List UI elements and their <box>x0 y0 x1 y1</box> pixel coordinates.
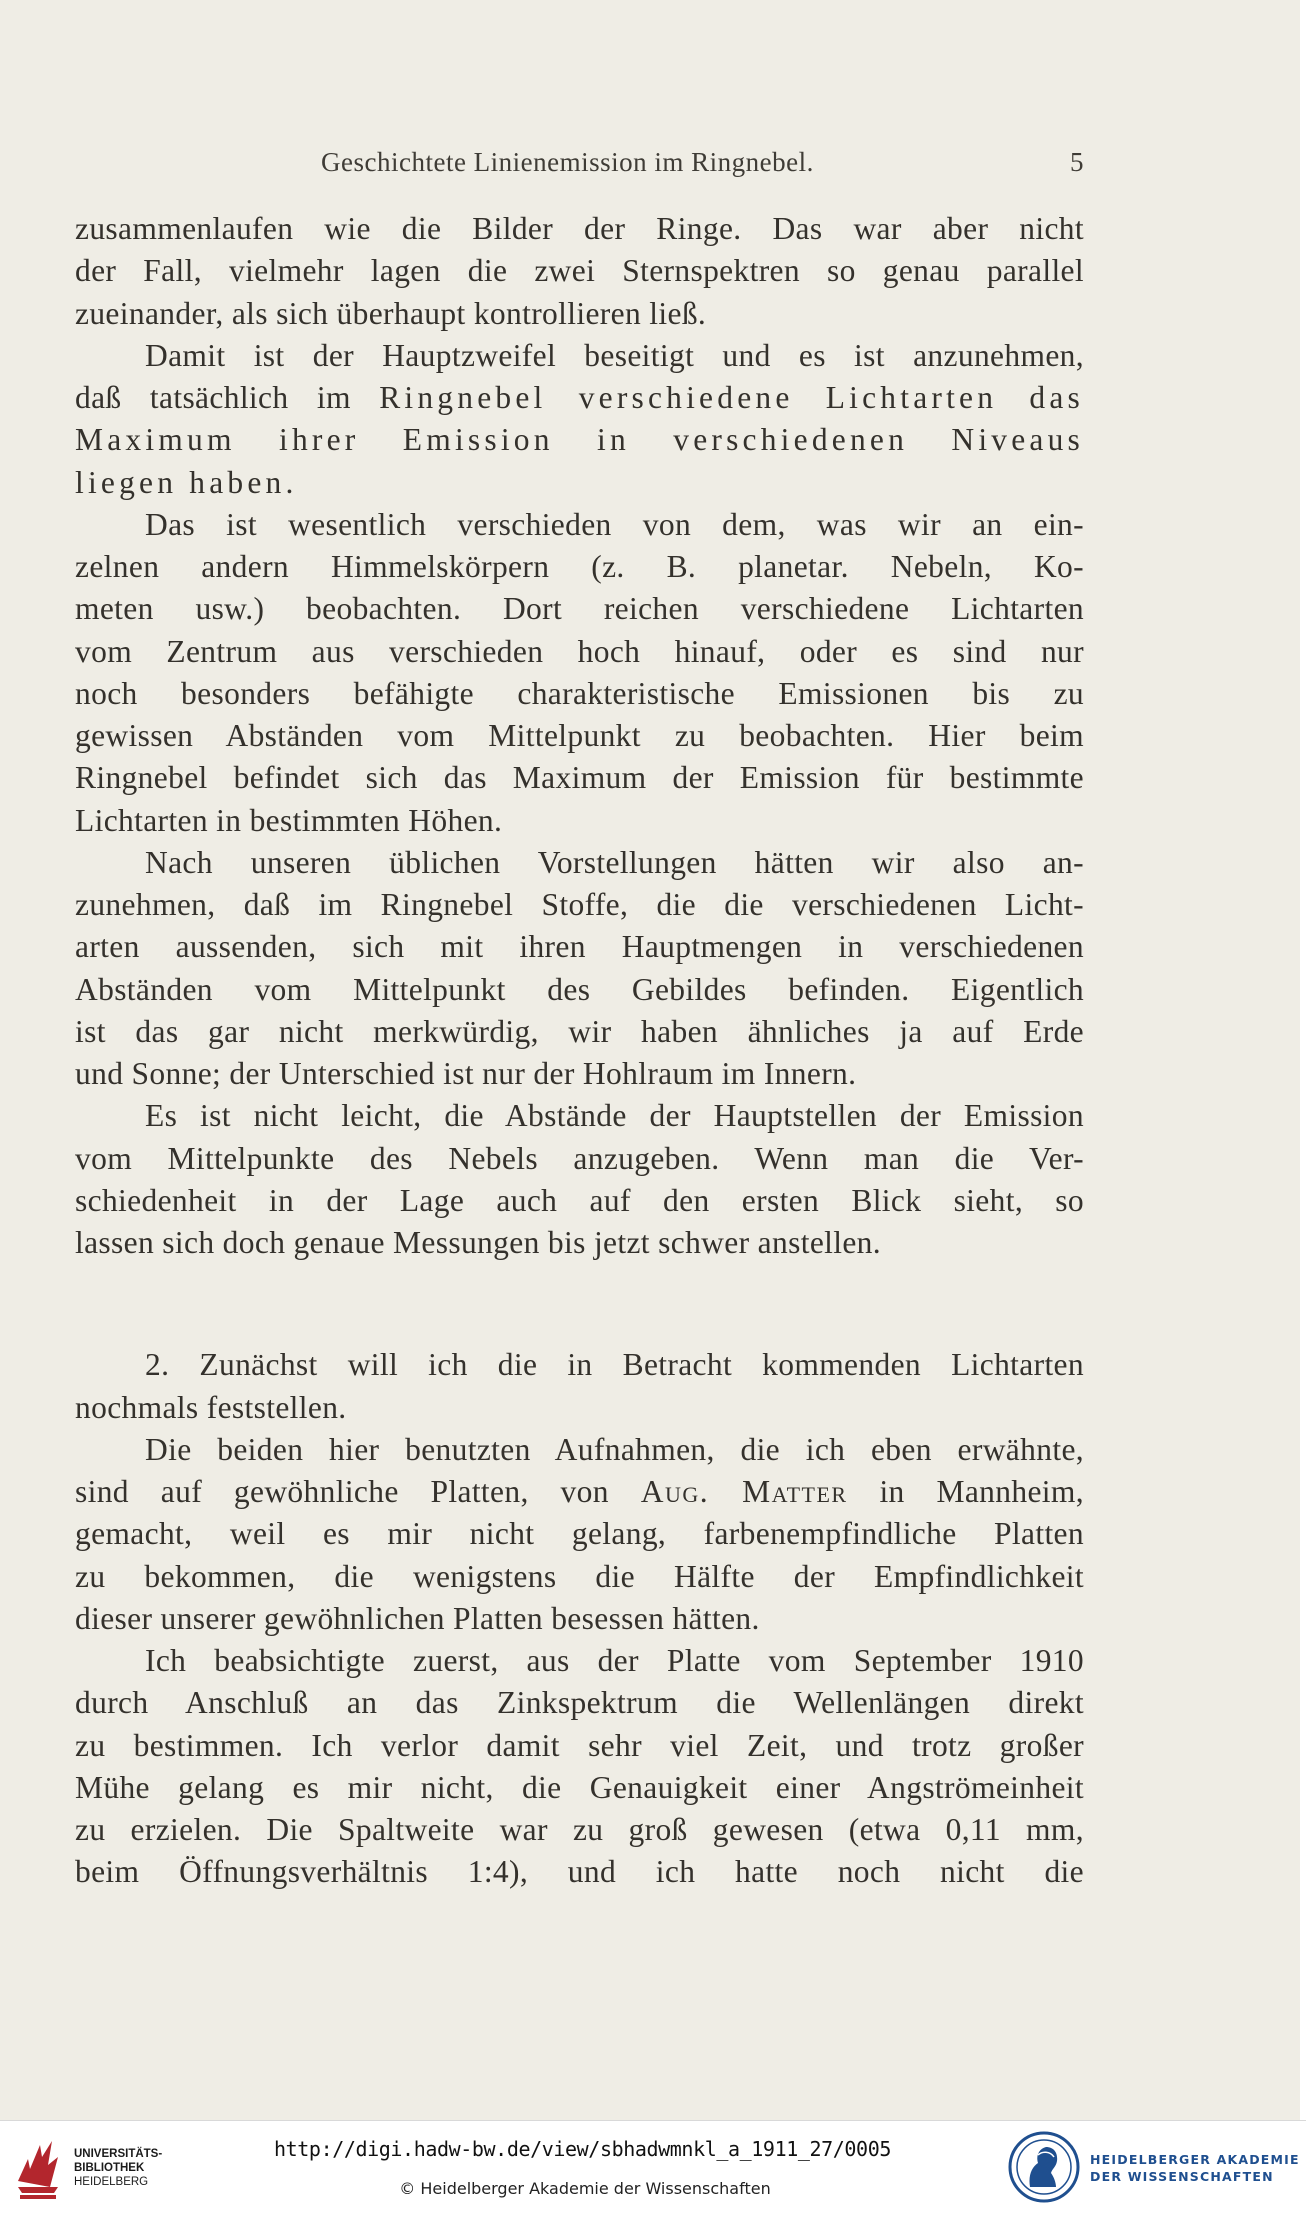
text-line: und Sonne; der Unterschied ist nur der Hohlraum im Innern. <box>75 1056 857 1091</box>
viewer-footer <box>0 2120 1306 2216</box>
text-line: arten aussenden, sich mit ihren Hauptmengen in verschiedenen <box>75 929 1084 965</box>
emphasized-line: liegen haben. <box>75 464 298 500</box>
scan-edge <box>1300 0 1306 2120</box>
running-head <box>0 147 1300 187</box>
running-title: Geschichtete Linienemission im Ringnebel. <box>321 147 814 177</box>
text-line: vom Zentrum aus verschieden hoch hinauf, oder es sind nur <box>75 633 1084 669</box>
text-line: zelnen andern Himmelskörpern (z. B. planetar. Nebeln, Ko- <box>75 549 1084 584</box>
library-name-line: HEIDELBERG <box>74 2176 149 2188</box>
text-line: beim Öffnungsverhältnis 1:4), und ich hatte noch nicht die <box>75 1854 1084 1890</box>
academy-name-line: HEIDELBERGER AKADEMIE <box>1090 2152 1300 2167</box>
academy-seal-icon <box>1008 2131 1080 2203</box>
text-segment: daß tatsächlich im <box>75 380 351 415</box>
text-line: gewissen Abständen vom Mittelpunkt zu beobachten. Hier beim <box>75 718 1084 753</box>
page-number: 5 <box>1070 147 1084 177</box>
text-line: dieser unserer gewöhnlichen Platten besessen hätten. <box>75 1600 760 1636</box>
text-line: lassen sich doch genaue Messungen bis jetzt schwer anstellen. <box>75 1225 882 1260</box>
text-line: zu bekommen, die wenigstens die Hälfte der Empfindlichkeit <box>75 1558 1084 1594</box>
text-line: Abständen vom Mittelpunkt des Gebildes befinden. Eigentlich <box>75 971 1084 1007</box>
emphasized-line: Maximum ihrer Emission in verschiedenen Niveaus <box>75 422 1084 458</box>
academy-name <box>1090 2151 1300 2185</box>
emphasized-text: Ringnebel verschiedene Lichtarten das <box>379 380 1084 415</box>
text-segment: in Mannheim, <box>879 1474 1084 1509</box>
copyright-notice: © Heidelberger Akademie der Wissenschaften <box>399 2179 771 2198</box>
text-line: Das ist wesentlich verschieden von dem, was wir an ein- <box>145 506 1084 542</box>
text-line: Damit ist der Hauptzweifel beseitigt und es ist anzunehmen, <box>145 337 1084 373</box>
text-line: vom Mittelpunkte des Nebels anzugeben. Wenn man die Ver- <box>75 1140 1084 1176</box>
text-line: der Fall, vielmehr lagen die zwei Sternspektren so genau parallel <box>75 253 1084 289</box>
text-line: Es ist nicht leicht, die Abstände der Hauptstellen der Emission <box>145 1098 1084 1134</box>
text-line <box>75 1471 1084 1513</box>
text-line: durch Anschluß an das Zinkspektrum die Wellenlängen direkt <box>75 1685 1084 1721</box>
text-segment: sind auf gewöhnliche Platten, von <box>75 1474 609 1509</box>
academy-name-line: DER WISSENSCHAFTEN <box>1090 2169 1274 2184</box>
text-line: Mühe gelang es mir nicht, die Genauigkeit einer Angströmeinheit <box>75 1769 1084 1805</box>
text-line: ist das gar nicht merkwürdig, wir haben ähnliches ja auf Erde <box>75 1013 1084 1049</box>
body-text <box>75 208 1084 1894</box>
text-line: schiedenheit in der Lage auch auf den ersten Blick sieht, so <box>75 1182 1084 1218</box>
text-line: meten usw.) beobachten. Dort reichen verschiedene Lichtarten <box>75 591 1084 627</box>
permalink-url[interactable]: http://digi.hadw-bw.de/view/sbhadwmnkl_a_1911_27/0005 <box>274 2137 891 2161</box>
text-line: Ringnebel befindet sich das Maximum der Emission für bestimmte <box>75 760 1084 796</box>
text-line: noch besonders befähigte charakteristische Emissionen bis zu <box>75 675 1084 711</box>
text-line: nochmals feststellen. <box>75 1389 347 1425</box>
text-line: zunehmen, daß im Ringnebel Stoffe, die die verschiedenen Licht- <box>75 887 1084 922</box>
text-line: Nach unseren üblichen Vorstellungen hätten wir also an- <box>145 844 1084 880</box>
text-line: zueinander, als sich überhaupt kontrollieren ließ. <box>75 295 707 331</box>
text-line: Ich beabsichtigte zuerst, aus der Platte vom September 1910 <box>145 1643 1084 1678</box>
author-name: Aug. Matter <box>640 1474 848 1509</box>
section-heading-line: 2. Zunächst will ich die in Betracht kommenden Lichtarten <box>145 1347 1084 1383</box>
text-line: gemacht, weil es mir nicht gelang, farbenempfindliche Platten <box>75 1516 1084 1552</box>
library-name-line: BIBLIOTHEK <box>74 2162 145 2174</box>
section-gap <box>75 1264 1084 1344</box>
text-line: zusammenlaufen wie die Bilder der Ringe. Das war aber nicht <box>75 211 1084 246</box>
text-line: Lichtarten in bestimmten Höhen. <box>75 802 503 838</box>
text-line: zu bestimmen. Ich verlor damit sehr viel Zeit, und trotz großer <box>75 1727 1084 1763</box>
text-line: Die beiden hier benutzten Aufnahmen, die ich eben erwähnte, <box>145 1431 1084 1467</box>
text-line <box>75 377 1084 419</box>
text-line: zu erzielen. Die Spaltweite war zu groß gewesen (etwa 0,11 mm, <box>75 1812 1084 1847</box>
university-library-name <box>74 2147 162 2189</box>
university-library-logo-icon <box>14 2135 62 2205</box>
library-name-line: UNIVERSITÄTS- <box>74 2148 163 2160</box>
